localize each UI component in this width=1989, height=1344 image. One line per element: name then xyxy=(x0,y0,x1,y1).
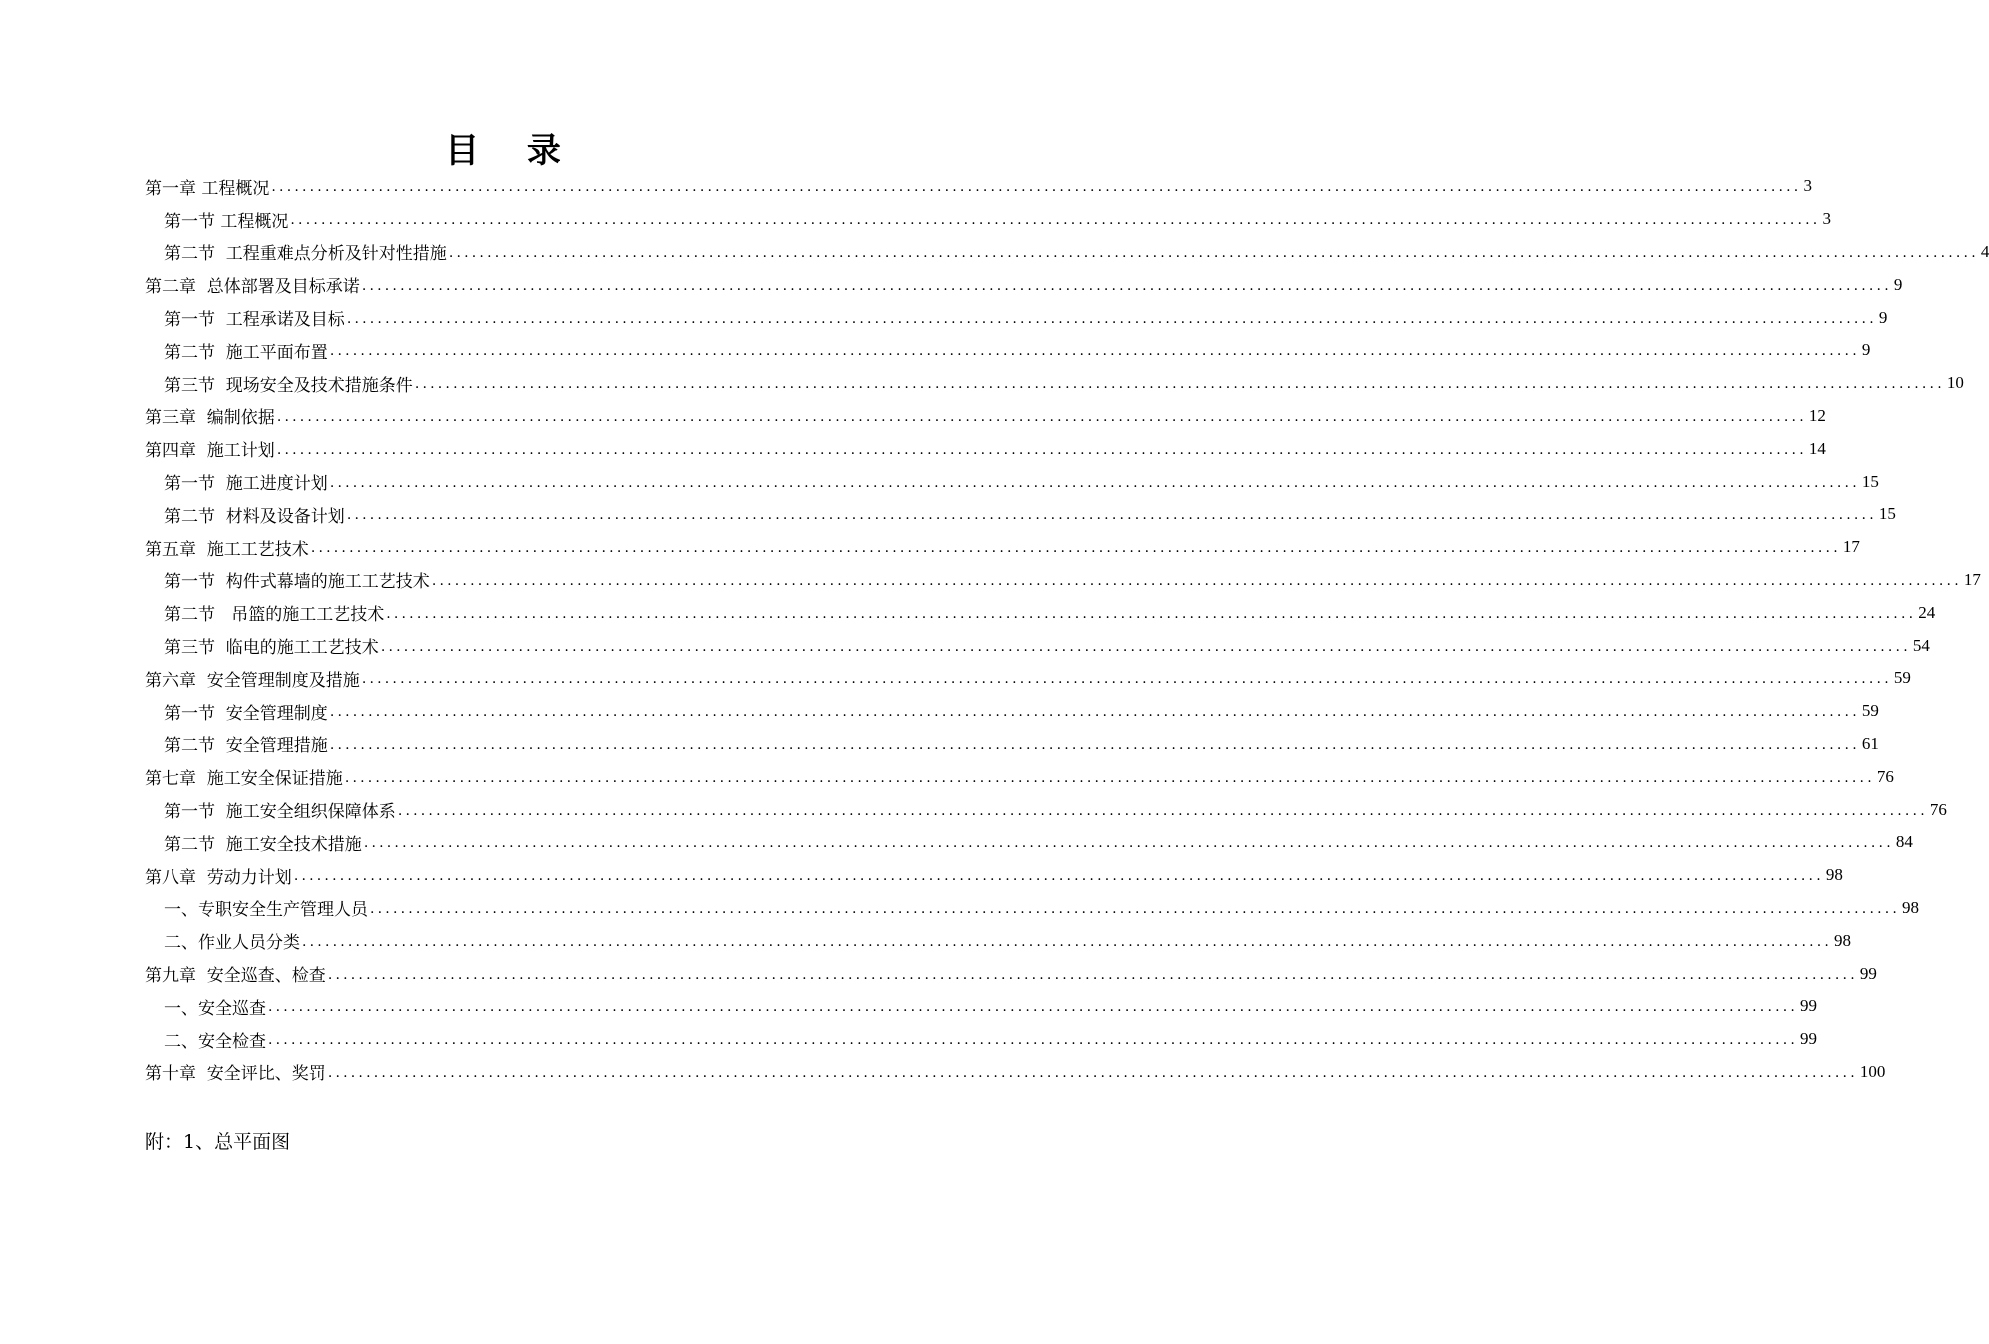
toc-entry[interactable] xyxy=(145,564,1981,597)
toc-page-number: 14 xyxy=(1808,438,1826,458)
dot-leader: ........................................................................................................................................................................................................ xyxy=(268,999,1799,1016)
toc-entry-text: 第二节 施工平面布置 xyxy=(164,342,328,363)
dot-leader: ........................................................................................................................................................................................................ xyxy=(346,507,1877,524)
toc-page-number: 59 xyxy=(1861,701,1879,721)
toc-page-number: 100 xyxy=(1859,1061,1886,1081)
toc-entry[interactable] xyxy=(145,957,1877,990)
dot-leader: ........................................................................................................................................................................................................ xyxy=(293,868,1824,885)
dot-leader: ........................................................................................................................................................................................................ xyxy=(414,376,1945,393)
toc-entry-text: 二、作业人员分类 xyxy=(164,933,300,954)
dot-leader: ........................................................................................................................................................................................................ xyxy=(271,179,1802,196)
toc-entry-text: 第七章 施工安全保证措施 xyxy=(145,769,343,790)
toc-entry-text: 第九章 安全巡查、检查 xyxy=(145,966,326,987)
toc-page-number: 9 xyxy=(1861,340,1871,360)
toc-entry[interactable] xyxy=(145,203,1831,236)
dot-leader: ........................................................................................................................................................................................................ xyxy=(327,966,1858,983)
dot-leader: ........................................................................................................................................................................................................ xyxy=(310,540,1841,557)
toc-entry-text: 第一节 安全管理制度 xyxy=(164,703,328,724)
dot-leader: ........................................................................................................................................................................................................ xyxy=(329,736,1860,753)
toc-entry-text: 第二节 施工安全技术措施 xyxy=(164,834,362,855)
toc-entry-text: 第二章 总体部署及目标承诺 xyxy=(145,277,360,298)
dot-leader: ........................................................................................................................................................................................................ xyxy=(290,212,1821,229)
dot-leader: ........................................................................................................................................................................................................ xyxy=(431,572,1962,589)
toc-entry[interactable] xyxy=(145,728,1879,761)
toc-entry-text: 第二节 吊篮的施工工艺技术 xyxy=(164,605,385,626)
toc-page-number: 76 xyxy=(1876,766,1894,786)
toc-entry-text: 第三节 临电的施工工艺技术 xyxy=(164,638,379,659)
toc-entry-text: 第四章 施工计划 xyxy=(145,441,275,462)
toc-entry-text: 第一节 施工安全组织保障体系 xyxy=(164,802,396,823)
toc-entry-text: 第五章 施工工艺技术 xyxy=(145,539,309,560)
dot-leader: ........................................................................................................................................................................................................ xyxy=(448,244,1979,261)
table-of-contents xyxy=(145,170,1989,1088)
toc-entry-text: 第二节 材料及设备计划 xyxy=(164,506,345,527)
toc-page-number: 61 xyxy=(1861,733,1879,753)
toc-page-number: 10 xyxy=(1946,373,1964,393)
toc-entry-text: 第二节 工程重难点分析及针对性措施 xyxy=(164,244,447,265)
toc-page-number: 59 xyxy=(1893,668,1911,688)
toc-entry-text: 第二节 安全管理措施 xyxy=(164,736,328,757)
toc-entry[interactable] xyxy=(145,793,1947,826)
toc-page-number: 99 xyxy=(1800,1029,1818,1049)
toc-page-number: 3 xyxy=(1822,209,1831,229)
toc-entry-text: 第一章 工程概况 xyxy=(145,178,270,199)
toc-page-number: 98 xyxy=(1834,930,1852,950)
toc-entry-text: 一、专职安全生产管理人员 xyxy=(164,900,368,921)
toc-page-number: 15 xyxy=(1878,504,1896,524)
toc-entry[interactable] xyxy=(145,892,1920,925)
dot-leader: ........................................................................................................................................................................................................ xyxy=(329,474,1860,491)
appendix-note: 附：1、总平面图 xyxy=(145,1131,291,1153)
dot-leader: ........................................................................................................................................................................................................ xyxy=(380,638,1911,655)
toc-entry[interactable] xyxy=(145,400,1826,433)
toc-page-number: 98 xyxy=(1825,865,1843,885)
toc-entry[interactable] xyxy=(145,268,1903,301)
toc-entry[interactable] xyxy=(145,760,1894,793)
toc-entry[interactable] xyxy=(145,531,1860,564)
toc-entry[interactable] xyxy=(145,432,1826,465)
dot-leader: ........................................................................................................................................................................................................ xyxy=(276,441,1807,458)
toc-entry-text: 第三节 现场安全及技术措施条件 xyxy=(164,375,413,396)
toc-entry-text: 第一节 构件式幕墙的施工工艺技术 xyxy=(164,572,430,593)
toc-title: 目 录 xyxy=(445,131,579,171)
toc-page-number: 15 xyxy=(1861,471,1879,491)
dot-leader: ........................................................................................................................................................................................................ xyxy=(329,343,1860,360)
toc-page-number: 4 xyxy=(1980,241,1989,261)
toc-entry[interactable] xyxy=(145,695,1879,728)
toc-entry[interactable] xyxy=(145,859,1843,892)
dot-leader: ........................................................................................................................................................................................................ xyxy=(344,769,1875,786)
dot-leader: ........................................................................................................................................................................................................ xyxy=(363,835,1894,852)
toc-entry[interactable] xyxy=(145,334,1871,367)
toc-entry[interactable] xyxy=(145,924,1852,957)
toc-entry[interactable] xyxy=(145,301,1888,334)
toc-entry-text: 第一节 施工进度计划 xyxy=(164,474,328,495)
toc-entry-text: 第三章 编制依据 xyxy=(145,408,275,429)
toc-entry[interactable] xyxy=(145,990,1818,1023)
toc-entry-text: 第一节 工程承诺及目标 xyxy=(164,310,345,331)
toc-page-number: 76 xyxy=(1929,799,1947,819)
toc-page-number: 17 xyxy=(1842,537,1860,557)
dot-leader: ........................................................................................................................................................................................................ xyxy=(302,933,1833,950)
toc-page-number: 17 xyxy=(1963,569,1981,589)
toc-entry-text: 第八章 劳动力计划 xyxy=(145,867,292,888)
toc-page-number: 99 xyxy=(1800,996,1818,1016)
dot-leader: ........................................................................................................................................................................................................ xyxy=(276,408,1807,425)
toc-entry[interactable] xyxy=(145,170,1812,203)
toc-page-number: 3 xyxy=(1803,176,1812,196)
dot-leader: ........................................................................................................................................................................................................ xyxy=(268,1032,1799,1049)
dot-leader: ........................................................................................................................................................................................................ xyxy=(329,704,1860,721)
toc-page-number: 54 xyxy=(1912,635,1930,655)
toc-page-number: 99 xyxy=(1859,963,1877,983)
toc-entry[interactable] xyxy=(145,826,1913,859)
toc-entry-text: 第六章 安全管理制度及措施 xyxy=(145,670,360,691)
toc-entry[interactable] xyxy=(145,596,1936,629)
dot-leader: ........................................................................................................................................................................................................ xyxy=(397,802,1928,819)
dot-leader: ........................................................................................................................................................................................................ xyxy=(386,605,1917,622)
dot-leader: ........................................................................................................................................................................................................ xyxy=(346,310,1877,327)
toc-entry[interactable] xyxy=(145,465,1879,498)
dot-leader: ........................................................................................................................................................................................................ xyxy=(361,277,1892,294)
toc-page-number: 9 xyxy=(1878,307,1888,327)
toc-entry-text: 第十章 安全评比、奖罚 xyxy=(145,1064,326,1085)
toc-entry[interactable] xyxy=(145,629,1930,662)
toc-entry[interactable] xyxy=(145,236,1989,269)
toc-entry[interactable] xyxy=(145,498,1896,531)
toc-entry-text: 二、安全检查 xyxy=(164,1031,266,1052)
toc-entry[interactable] xyxy=(145,1056,1886,1089)
toc-entry[interactable] xyxy=(145,662,1911,695)
toc-page-number: 9 xyxy=(1893,274,1903,294)
toc-page-number: 12 xyxy=(1808,405,1826,425)
toc-entry-text: 一、安全巡查 xyxy=(164,998,266,1019)
dot-leader: ........................................................................................................................................................................................................ xyxy=(370,900,1901,917)
toc-entry[interactable] xyxy=(145,1023,1818,1056)
toc-page-number: 98 xyxy=(1902,897,1920,917)
toc-page-number: 24 xyxy=(1918,602,1936,622)
toc-entry[interactable] xyxy=(145,367,1964,400)
dot-leader: ........................................................................................................................................................................................................ xyxy=(327,1064,1858,1081)
dot-leader: ........................................................................................................................................................................................................ xyxy=(361,671,1892,688)
toc-entry-text: 第一节 工程概况 xyxy=(164,211,289,232)
toc-page-number: 84 xyxy=(1895,832,1913,852)
